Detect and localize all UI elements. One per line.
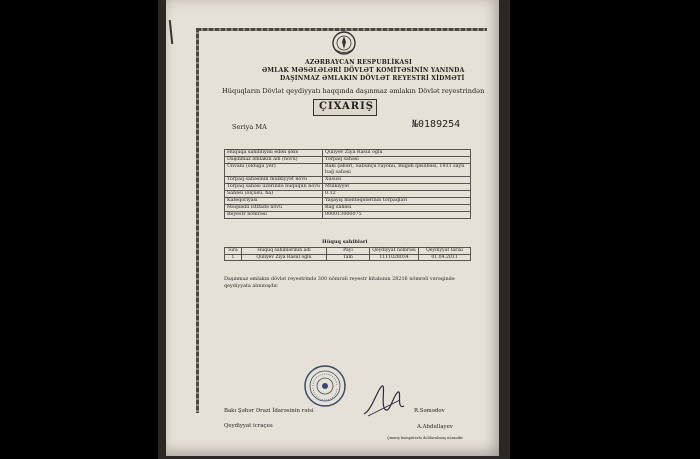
table-row <box>225 177 471 184</box>
table-row <box>225 164 471 177</box>
table-row <box>225 157 471 164</box>
bottom-note: Çıxarış kompüterlə doldurulmuş nüsxədir <box>387 436 463 440</box>
owner-name: Quliyev Ziya Rasul oğlu <box>242 254 327 261</box>
table-row <box>225 205 471 212</box>
owners-header-row <box>225 248 471 255</box>
row-value: 0.12 <box>323 191 471 198</box>
series-label: Seriya MA <box>232 123 267 131</box>
row-value: Torpaq sahəsi <box>323 157 471 164</box>
col-header-name: Hüquq sahiblərinin adı <box>242 248 327 255</box>
table-row <box>225 191 471 198</box>
signatory-name-1: R.Səmədov <box>414 408 445 414</box>
owners-table <box>224 247 471 261</box>
table-row <box>225 198 471 205</box>
table-row <box>225 150 471 157</box>
row-value: Quliyev Ziya Rasul oğlu <box>323 150 471 157</box>
row-value: Bakı şəhəri, Sabunçu rayonu, Bilgəh qəsəbəsi, 1931 saylı bağ sahəsi <box>323 164 471 177</box>
row-label: Sahəsi (ölçüsü, ha) <box>225 191 323 198</box>
owner-no: 1 <box>225 254 242 261</box>
signature-icon <box>360 380 408 420</box>
row-label: Reyestr nömrəsi <box>225 212 323 219</box>
row-label: Ünvanı (olduğu yer) <box>225 164 323 177</box>
col-header-date: Qeydiyyat tarixi <box>419 248 471 255</box>
owner-share: Tam <box>327 254 370 261</box>
col-header-reg-no: Qeydiyyat nömrəsi <box>370 248 419 255</box>
row-label: Torpaq sahəsinin mülkiyyət növü <box>225 177 323 184</box>
row-value: Bağ sahəsi <box>323 205 471 212</box>
owners-caption: Hüquq sahibləri <box>322 239 368 245</box>
state-emblem-icon <box>331 30 357 56</box>
row-value: Mülkiyyət <box>323 184 471 191</box>
col-header-no: Sıra <box>225 248 242 255</box>
table-row <box>225 184 471 191</box>
official-seal-icon <box>303 364 347 408</box>
row-label: Məqsədli istifadə növü <box>225 205 323 212</box>
col-header-share: Payı <box>327 248 370 255</box>
header-line-1: AZƏRBAYCAN RESPUBLİKASI <box>305 59 412 66</box>
registrar-label: Qeydiyyat icraçısı <box>224 423 273 429</box>
row-value: Xüsusi <box>323 177 471 184</box>
row-value: Yaşayış məntəqələrinin torpaqları <box>323 198 471 205</box>
owner-reg-no: 1111028034 <box>370 254 419 261</box>
office-label: Bakı Şəhər Ərazi İdarəsinin rəisi <box>224 408 314 414</box>
row-value: 000013000075 <box>323 212 471 219</box>
signatory-name-2: A.Abdullayev <box>417 424 453 430</box>
row-label: Kateqoriyası <box>225 198 323 205</box>
document-title: ÇIXARIŞ <box>319 101 375 112</box>
header-line-3: DAŞINMAZ ƏMLAKIN DÖVLƏT REYESTRİ XİDMƏTİ <box>280 75 465 82</box>
property-details-table <box>224 149 471 219</box>
table-row <box>225 212 471 219</box>
row-label: Daşınmaz əmlakın adı (növü) <box>225 157 323 164</box>
ornamental-border-left <box>196 28 199 413</box>
row-label: Torpaq sahəsi üzərində hüququn növü <box>225 184 323 191</box>
row-label: Hüquqa sahibliyini edən şəxs <box>225 150 323 157</box>
table-row <box>225 254 471 261</box>
header-line-2: ƏMLAK MƏSƏLƏLƏRİ DÖVLƏT KOMİTƏSİNİN YANINDA <box>262 67 465 74</box>
registration-paragraph: Daşınmaz əmlakın dövlət reyestrində 300 nömrəli reyestr kitabının 28216 nömrəli vərəqində qeydiyyata alınmışdır. <box>224 276 455 289</box>
document-subtitle: Hüquqların Dövlət qeydiyyatı haqqında daşınmaz əmlakın Dövlət reyestrindən <box>222 87 485 95</box>
owner-date: 01.04.2011 <box>419 254 471 261</box>
serial-number: №0189254 <box>412 119 461 130</box>
